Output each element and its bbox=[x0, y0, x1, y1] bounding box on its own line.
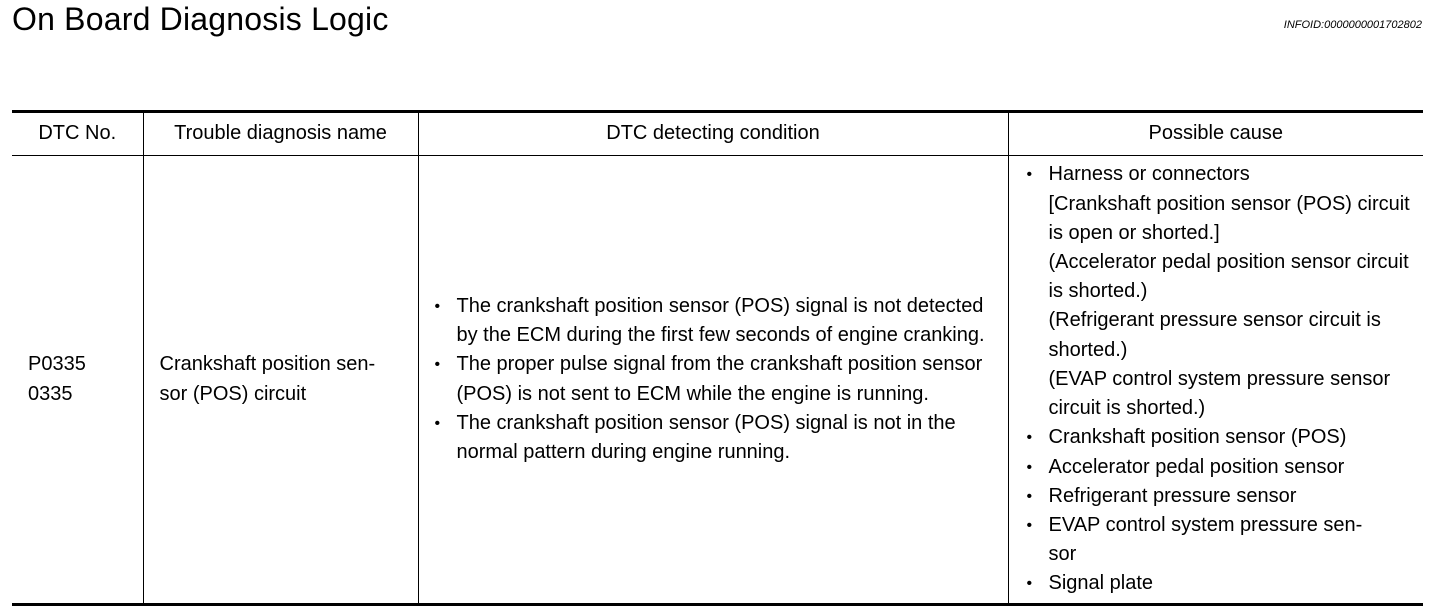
diagnosis-name: Crankshaft position sen- sor (POS) circuit bbox=[159, 353, 376, 405]
cause-detail: (EVAP control system pressure sensor circuit is shorted.) bbox=[1048, 367, 1391, 420]
page-title: On Board Diagnosis Logic bbox=[12, 1, 389, 37]
dtc-code-short: 0335 bbox=[28, 382, 73, 405]
cause-item: • Crankshaft position sensor (POS) bbox=[1025, 423, 1416, 452]
info-id: INFOID:0000000001702802 bbox=[1283, 19, 1422, 31]
table-row bbox=[12, 156, 1423, 605]
header-detecting-condition: DTC detecting condition bbox=[418, 112, 1008, 156]
cause-list bbox=[1025, 160, 1416, 598]
cause-item: • Accelerator pedal position sensor bbox=[1025, 453, 1416, 482]
dtc-code: P0335 bbox=[28, 353, 86, 376]
condition-item: • The crankshaft position sensor (POS) signal is not detected by the ECM during the first few seconds of engine cranking. bbox=[433, 292, 996, 350]
cause-detail: [Crankshaft position sensor (POS) circuit is open or shorted.] bbox=[1048, 192, 1410, 244]
condition-item: • The crankshaft position sensor (POS) signal is not in the normal pattern during engine running. bbox=[433, 409, 996, 467]
cause-detail: (Refrigerant pressure sensor circuit is shorted.) bbox=[1048, 309, 1381, 361]
table-header-row bbox=[12, 112, 1423, 156]
detecting-condition-cell bbox=[418, 156, 1008, 605]
dtc-table bbox=[12, 110, 1423, 606]
dtc-number-cell bbox=[12, 156, 143, 605]
header-dtc-no: DTC No. bbox=[12, 112, 143, 156]
cause-item: • EVAP control system pressure sen- sor bbox=[1025, 511, 1416, 569]
cause-item: • Signal plate bbox=[1025, 569, 1416, 598]
diagnosis-name-cell bbox=[143, 156, 418, 605]
cause-item: • Refrigerant pressure sensor bbox=[1025, 482, 1416, 511]
cause-detail: (Accelerator pedal position sensor circuit is shorted.) bbox=[1048, 251, 1409, 303]
possible-cause-cell bbox=[1008, 156, 1423, 605]
condition-item: • The proper pulse signal from the crankshaft position sensor (POS) is not sent to ECM while the engine is running. bbox=[433, 350, 996, 408]
condition-list bbox=[433, 292, 996, 467]
header-diagnosis-name: Trouble diagnosis name bbox=[143, 112, 418, 156]
header-possible-cause: Possible cause bbox=[1008, 112, 1423, 156]
cause-item bbox=[1025, 160, 1416, 423]
cause-label: • Harness or connectors bbox=[1048, 163, 1250, 186]
